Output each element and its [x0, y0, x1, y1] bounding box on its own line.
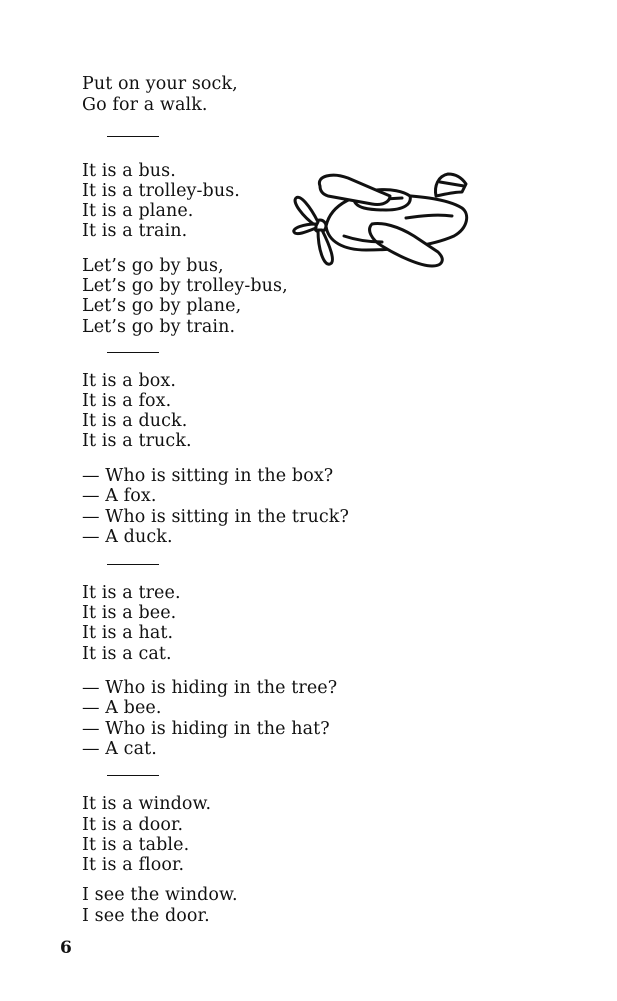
text-line: Go for a walk. — [82, 95, 208, 115]
text-line: — A cat. — [82, 739, 157, 759]
text-line: It is a bee. — [82, 603, 177, 623]
text-line: Let’s go by bus, — [82, 256, 224, 276]
text-line: It is a window. — [82, 794, 212, 814]
text-line: — Who is hiding in the tree? — [82, 678, 338, 698]
airplane-illustration — [286, 166, 478, 270]
page-number: 6 — [60, 938, 72, 958]
text-line: It is a tree. — [82, 583, 181, 603]
text-line: Let’s go by trolley-bus, — [82, 276, 288, 296]
text-line: — Who is hiding in the hat? — [82, 719, 330, 739]
text-line: It is a hat. — [82, 623, 174, 643]
text-line: It is a box. — [82, 371, 177, 391]
text-line: It is a bus. — [82, 161, 176, 181]
text-line: — A fox. — [82, 486, 157, 506]
text-line: It is a train. — [82, 221, 188, 241]
text-line: It is a table. — [82, 835, 190, 855]
text-line: — A bee. — [82, 698, 162, 718]
text-line: It is a plane. — [82, 201, 194, 221]
text-line: It is a trolley-bus. — [82, 181, 240, 201]
section-divider — [107, 564, 159, 565]
text-line: It is a truck. — [82, 431, 192, 451]
text-line: It is a cat. — [82, 644, 172, 664]
section-divider — [107, 352, 159, 353]
text-line: Let’s go by plane, — [82, 296, 242, 316]
text-line: It is a floor. — [82, 855, 185, 875]
text-line: — Who is sitting in the truck? — [82, 507, 349, 527]
section-divider — [107, 136, 159, 137]
text-line: It is a duck. — [82, 411, 188, 431]
text-line: — Who is sitting in the box? — [82, 466, 334, 486]
text-line: — A duck. — [82, 527, 173, 547]
text-line: I see the window. — [82, 885, 238, 905]
text-line: It is a fox. — [82, 391, 172, 411]
text-line: It is a door. — [82, 815, 184, 835]
section-divider — [107, 775, 159, 776]
text-line: Put on your sock, — [82, 74, 238, 94]
text-line: Let’s go by train. — [82, 317, 236, 337]
text-line: I see the door. — [82, 906, 210, 926]
